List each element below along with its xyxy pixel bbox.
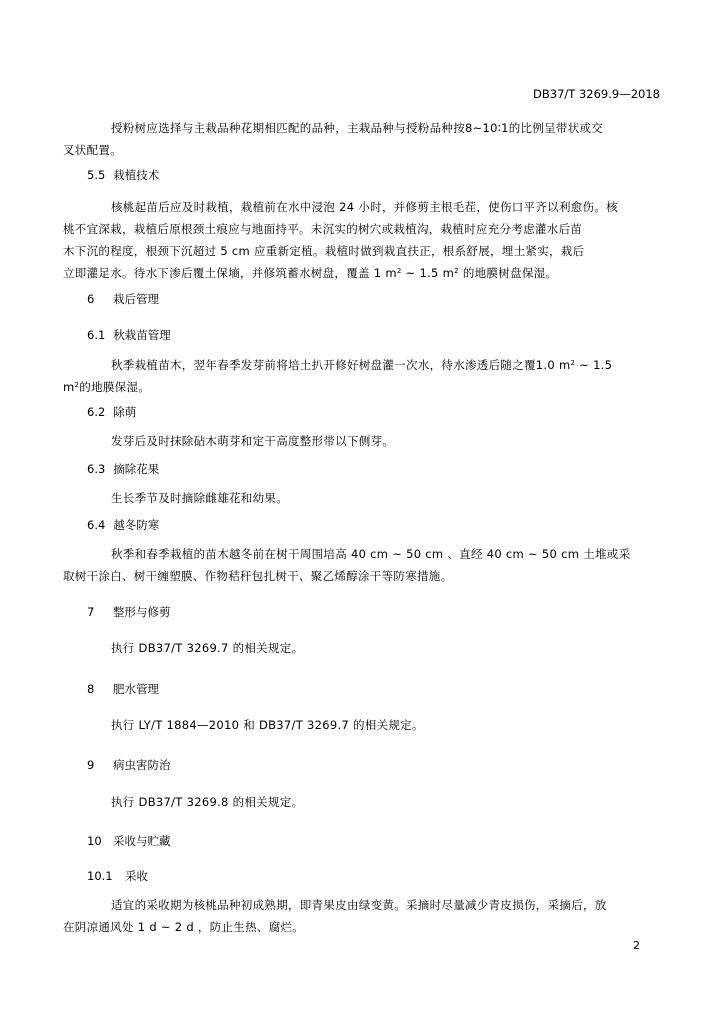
text-line: 在阴凉通风处 1 d ~ 2 d ，防止生热、腐烂。 [63,920,305,934]
section-heading-6-3 [87,460,657,478]
section-number: 8 [87,682,95,696]
text-line: m [63,380,75,394]
page-number: 2 [633,939,640,952]
section-heading-6-1 [87,326,657,344]
section-title: 采收 [125,869,148,883]
text-line: 叉状配置。 [63,143,122,157]
section-title: 秋栽苗管理 [113,328,171,342]
section-number: 6.1 [87,328,106,342]
section-heading-9 [87,756,657,774]
paragraph-flower-removal [87,487,657,509]
section-title: 肥水管理 [113,682,159,696]
text-line: 执行 LY/T 1884—2010 和 DB37/T 3269.7 的相关规定。 [111,718,424,732]
paragraph-autumn-seedling [63,354,657,398]
paragraph-harvest [63,894,657,938]
section-number: 6.4 [87,518,106,532]
text-line: 立即灌足水。待水下渗后覆土保墒，并修筑蓄水树盘，覆盖 1 m [63,266,397,280]
section-title: 栽后管理 [113,292,159,306]
paragraph-sprout-removal [87,430,657,452]
text-line: 秋季栽植苗木，翌年春季发芽前将培土扒开修好树盘灌一次水，待水渗透后随之覆1.0 m [111,358,571,372]
section-number: 7 [87,605,95,619]
text-line: 木下沉的程度，根颈下沉超过 5 cm 应重新定植。栽植时做到栽直扶正，根系舒展，埋土紧实，栽后 [63,244,585,258]
paragraph-planting [63,196,657,284]
section-title: 整形与修剪 [113,605,171,619]
section-heading-10-1 [87,867,657,885]
superscript: 2 [74,381,80,389]
paragraph-fertilizer-water [87,714,657,736]
text-line: ~ 1.5 m [401,266,455,280]
section-heading-7 [87,603,657,621]
text-line: 生长季节及时摘除雌雄花和幼果。 [111,491,288,505]
section-number: 6.3 [87,462,106,476]
section-number: 6.2 [87,405,106,419]
section-number: 6 [87,292,95,306]
section-title: 栽植技术 [113,168,160,182]
text-line: 执行 DB37/T 3269.7 的相关规定。 [111,641,304,655]
text-line: ~ 1.5 [575,358,613,372]
paragraph-winter-protection [63,543,657,587]
document-code-header: DB37/T 3269.9—2018 [533,87,660,101]
section-heading-10 [87,832,657,850]
text-line: 执行 DB37/T 3269.8 的相关规定。 [111,795,304,809]
text-line: 桃不宜深栽，栽植后原根颈土痕应与地面持平。未沉实的树穴或栽植沟，栽植时应充分考虑灌水后苗 [63,222,583,236]
section-heading-6-4 [87,516,657,534]
section-title: 病虫害防治 [113,758,171,772]
section-heading-6 [87,290,657,308]
text-line: 适宜的采收期为核桃品种初成熟期，即青果皮由绿变黄。采摘时尽量减少青皮损伤，采摘后，放 [111,898,607,912]
section-heading-6-2 [87,403,657,421]
section-title: 采收与贮藏 [113,834,171,848]
superscript: 2 [396,267,402,275]
text-line: 的地膜树盘保湿。 [458,266,558,280]
text-line: 取树干涂白、树干缠塑膜、作物秸秆包扎树干、聚乙烯醇涂干等防寒措施。 [63,569,453,583]
section-title: 除萌 [113,405,137,419]
text-line: 秋季和春季栽植的苗木越冬前在树干周围培高 40 cm ~ 50 cm 、直经 40 cm ~ 50 cm 土堆或采 [111,547,631,561]
section-heading-8 [87,680,657,698]
section-number: 5.5 [87,168,106,182]
text-line: 的地膜保湿。 [79,380,151,394]
superscript: 2 [454,267,459,275]
section-number: 9 [87,758,95,772]
section-number: 10 [87,834,102,848]
section-number: 10.1 [87,869,113,883]
paragraph-pollination [63,117,657,161]
text-line: 授粉树应选择与主栽品种花期相匹配的品种，主栽品种与授粉品种按8~10∶1的比例呈带状或交 [111,121,604,135]
text-line: 发芽后及时抹除砧木萌芽和定干高度整形带以下侧芽。 [111,434,395,448]
paragraph-pruning [87,637,657,659]
text-line: 核桃起苗后应及时栽植，栽植前在水中浸泡 24 小时，并修剪主根毛茬，使伤口平齐以利愈伤。核 [111,200,618,214]
section-heading-5-5 [87,166,657,184]
paragraph-pest-control [87,791,657,813]
section-title: 摘除花果 [113,462,160,476]
superscript: 2 [570,359,576,367]
section-title: 越冬防寒 [113,518,160,532]
